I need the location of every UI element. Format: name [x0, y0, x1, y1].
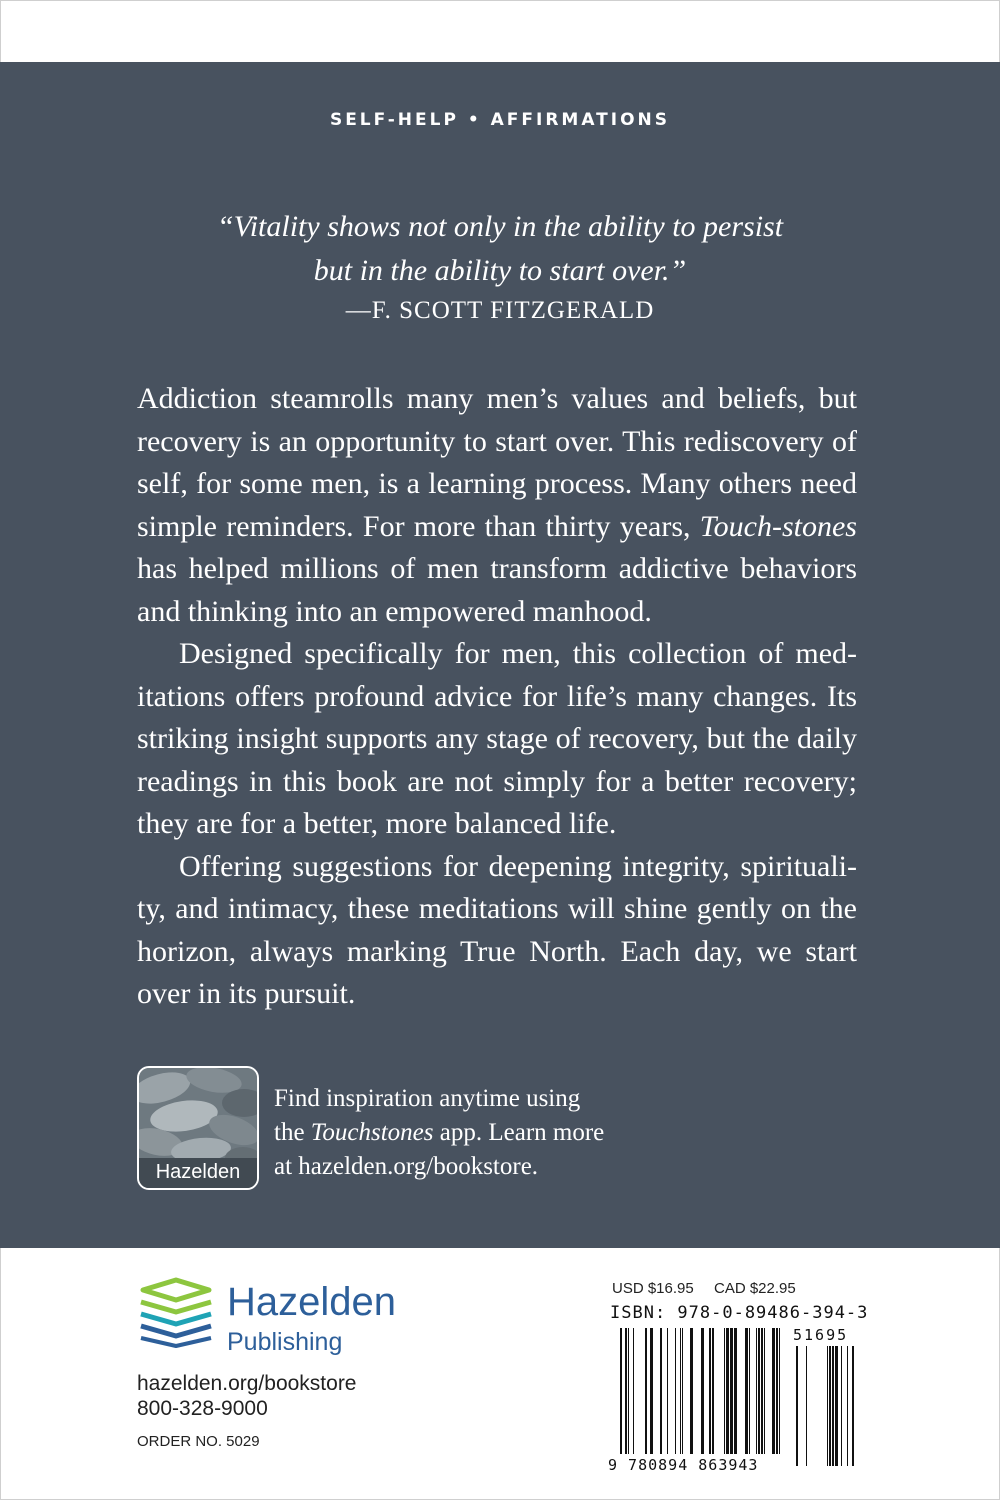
price-usd: USD $16.95: [612, 1280, 694, 1297]
publisher-website: hazelden.org/bookstore: [137, 1372, 357, 1395]
barcode: [608, 1326, 868, 1481]
barcode-bar: [650, 1328, 653, 1454]
publisher-subtitle: Publishing: [227, 1328, 343, 1356]
barcode-bar: [749, 1328, 750, 1454]
quote-line-1: “Vitality shows not only in the ability to persist: [216, 210, 784, 243]
isbn: ISBN: 978-0-89486-394-3: [610, 1303, 869, 1323]
barcode-bar: [745, 1328, 748, 1454]
barcode-bar: [841, 1346, 842, 1466]
barcode-bar: [667, 1328, 668, 1454]
barcode-bar: [806, 1346, 807, 1466]
publisher-phone: 800-328-9000: [137, 1397, 268, 1420]
barcode-bar: [675, 1328, 676, 1454]
barcode-bar: [829, 1346, 831, 1466]
barcode-bar: [827, 1346, 828, 1466]
barcode-bar: [680, 1328, 681, 1454]
barcode-bar: [758, 1328, 760, 1454]
barcode-addon-digits: 51695: [793, 1326, 849, 1344]
barcode-bar: [709, 1328, 711, 1454]
hazelden-logo-icon: [137, 1276, 215, 1348]
description-paragraph-2: Designed specifically for men, this collection of med-itations offers profound advice for life’s many changes. Its striking insight supports any stage of recovery, but the daily readings in this book are not simply for a better recovery; they are for a better, more balanced life.: [137, 637, 857, 840]
barcode-bar: [690, 1328, 693, 1454]
app-icon-label: Hazelden: [155, 1161, 241, 1183]
barcode-bar: [724, 1328, 725, 1454]
barcode-bar: [628, 1328, 629, 1454]
barcode-bar: [701, 1328, 704, 1454]
book-description: [137, 378, 857, 1016]
description-paragraph-1: Addiction steamrolls many men’s values and beliefs, but recovery is an opportunity to start over. This rediscovery of self, for some men, is a learning process. Many others need simple reminders. For more than thirty years, Touch-stones has helped millions of men transform addictive behaviors and thinking into an empowered manhood.: [137, 382, 857, 628]
barcode-bar: [620, 1328, 622, 1454]
barcode-bar: [726, 1328, 729, 1454]
book-title: Touch-stones: [699, 509, 857, 543]
epigraph-quote: [100, 205, 900, 293]
app-promo-text: Find inspiration anytime using the Touchstones app. Learn more at hazelden.org/bookstore.: [274, 1085, 605, 1180]
barcode-bar: [712, 1328, 714, 1454]
barcode-bar: [633, 1328, 634, 1454]
barcode-bar: [660, 1328, 662, 1454]
app-title: Touchstones: [310, 1119, 434, 1146]
barcode-bar: [682, 1328, 683, 1454]
barcode-bar: [779, 1328, 780, 1454]
barcode-bar: [730, 1328, 733, 1454]
barcode-bar: [776, 1328, 778, 1454]
barcode-bar: [832, 1346, 834, 1466]
barcode-bars: [608, 1326, 868, 1476]
barcode-bar: [645, 1328, 647, 1454]
publisher-name: Hazelden: [227, 1280, 397, 1324]
barcode-bar: [756, 1328, 757, 1454]
price-cad: CAD $22.95: [714, 1280, 796, 1297]
barcode-bar: [772, 1328, 775, 1454]
quote-line-2: but in the ability to start over.”: [313, 254, 687, 287]
barcode-bar: [625, 1328, 627, 1454]
barcode-bar: [852, 1346, 854, 1466]
barcode-bar: [764, 1328, 765, 1454]
description-paragraph-3: Offering suggestions for deepening integrity, spirituali-ty, and intimacy, these meditations will shine gently on the horizon, always marking True North. Each day, we start over in its pursuit.: [137, 849, 857, 1010]
barcode-bar: [734, 1328, 737, 1454]
touchstones-app-icon: [137, 1066, 259, 1190]
category-label: SELF-HELP • AFFIRMATIONS: [329, 110, 671, 130]
barcode-bar: [847, 1346, 848, 1466]
barcode-bar: [796, 1346, 798, 1466]
order-number: ORDER NO. 5029: [137, 1433, 260, 1450]
barcode-digits: 9 780894 863943: [608, 1456, 759, 1474]
barcode-bar: [835, 1346, 838, 1466]
quote-attribution: —F. SCOTT FITZGERALD: [345, 297, 655, 324]
barcode-bar: [761, 1328, 763, 1454]
